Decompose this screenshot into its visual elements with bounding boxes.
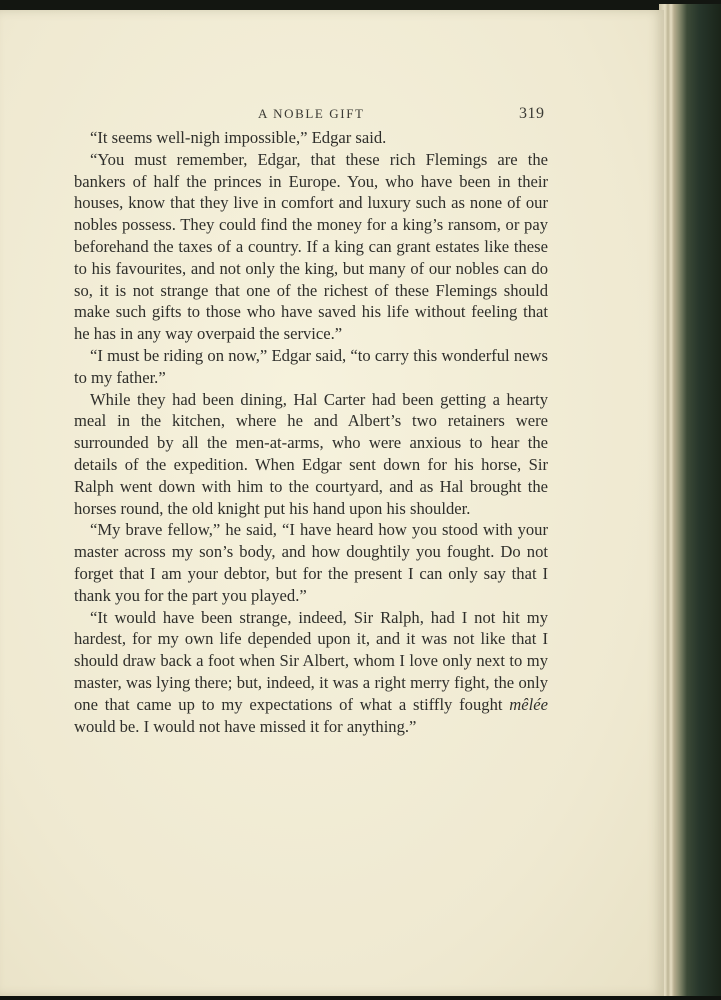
paragraph: “You must remember, Edgar, that these rich Flemings are the bankers of half the princes in Europe. You, who have been in their houses, know that they live in comfort and luxury such as none of our nobles possess. They could find the money for a king’s ransom, or pay beforehand the taxes of a country. If a king can grant estates like these to his favourites, and not only the king, but many of our nobles can do so, it is not strange that one of the richest of these Flemings should make such gifts to those who have saved his life without feeling that he has in any way overpaid the service.” xyxy=(74,149,548,344)
paragraph xyxy=(74,607,548,738)
page-number: 319 xyxy=(519,105,545,122)
paragraph: “It seems well-nigh impossible,” Edgar said. xyxy=(90,128,387,147)
body-text xyxy=(74,127,548,737)
paragraph-text: “It would have been strange, indeed, Sir Ralph, had I not hit my hardest, for my own life depended upon it, and it was not like that I should draw back a foot when Sir Albert, whom I love only next to my master, was lying there; but, indeed, it was a right merry fight, the only one that came up to my expectations of what a stiffly fought xyxy=(74,607,548,714)
paragraph: “I must be riding on now,” Edgar said, “to carry this wonderful news to my father.” xyxy=(74,345,548,387)
page-header xyxy=(0,106,664,126)
running-title: A NOBLE GIFT xyxy=(258,106,365,121)
paragraph: While they had been dining, Hal Carter had been getting a hearty meal in the kitchen, where he and Albert’s two retainers were surrounded by all the men-at-arms, who were anxious to hear the details of the expedition. When Edgar sent down for his horse, Sir Ralph went down with him to the courtyard, and as Hal brought the horses round, the old knight put his hand upon his shoulder. xyxy=(74,389,548,518)
paragraph: “My brave fellow,” he said, “I have heard how you stood with your master across my son’s body, and how doughtily you fought. Do not forget that I am your debtor, but for the present I can only say that I thank you for the part you played.” xyxy=(74,520,548,605)
paragraph-text: would be. I would not have missed it for anything.” xyxy=(74,716,417,736)
italic-word: mêlée xyxy=(509,694,548,714)
book-page-edges xyxy=(659,4,721,996)
